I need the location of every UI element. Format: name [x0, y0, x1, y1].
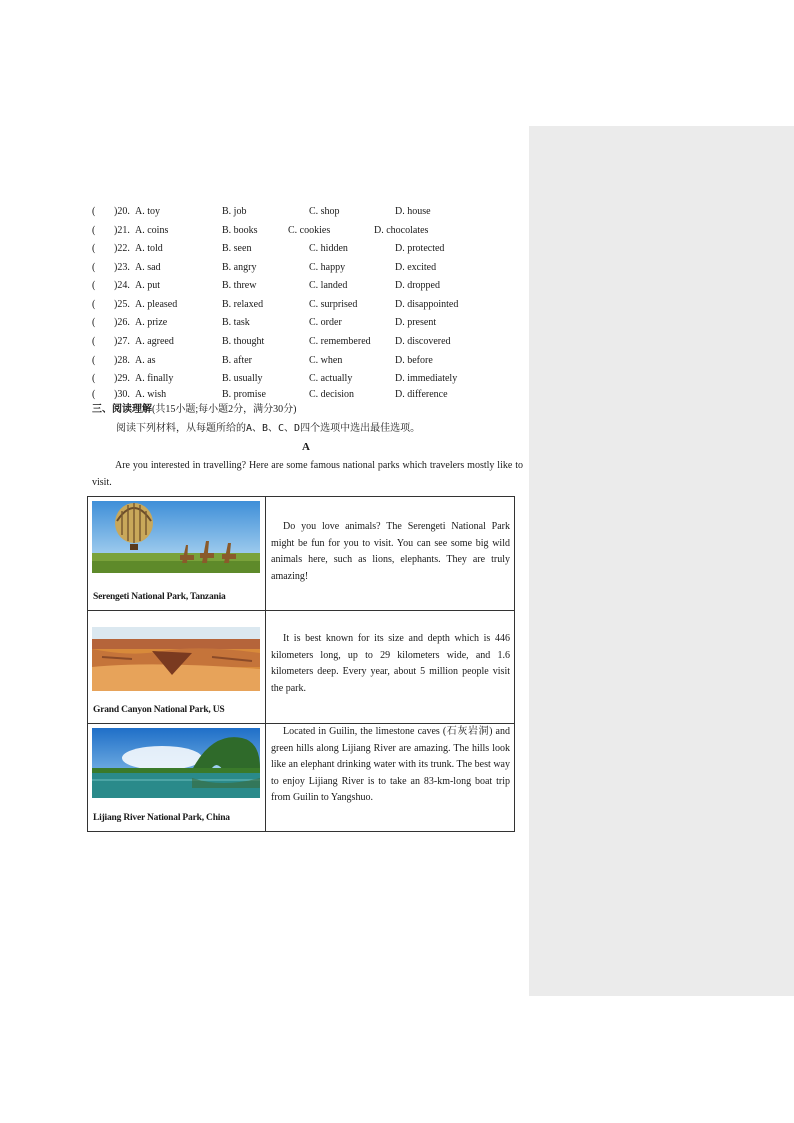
- option-b: B. relaxed: [222, 299, 264, 310]
- option-c: C. landed: [309, 280, 348, 291]
- park-description: It is best known for its size and depth which is 446 kilometers long, up to 29 kilometers wide, and 1.6 kilometers deep. Every year, about 5 million people visit the park.: [271, 633, 510, 694]
- option-a: A. as: [135, 355, 156, 366]
- option-a: A. told: [135, 243, 163, 254]
- question-number: )20.: [114, 206, 130, 217]
- serengeti-image: [92, 501, 260, 573]
- option-b: B. job: [222, 206, 247, 217]
- park-image-cell: [88, 611, 266, 723]
- passage-intro: Are you interested in travelling? Here are some famous national parks which travelers mostly like to visit.: [92, 460, 523, 488]
- option-a: A. finally: [135, 373, 174, 384]
- option-b: B. promise: [222, 389, 266, 400]
- option-c: C. happy: [309, 262, 346, 273]
- grand-canyon-image: [92, 627, 260, 691]
- option-a: A. wish: [135, 389, 167, 400]
- park-row-serengeti: [88, 497, 514, 610]
- answer-blank[interactable]: (: [92, 336, 96, 347]
- option-a: A. sad: [135, 262, 161, 273]
- question-number: )29.: [114, 373, 130, 384]
- question-number: )27.: [114, 336, 130, 347]
- question-number: )26.: [114, 317, 130, 328]
- option-d: D. dropped: [395, 280, 440, 291]
- option-b: B. angry: [222, 262, 257, 273]
- park-name: Serengeti National Park, Tanzania: [93, 592, 226, 602]
- park-name: Lijiang River National Park, China: [93, 813, 230, 823]
- section-title: [92, 402, 296, 418]
- answer-blank[interactable]: (: [92, 262, 96, 273]
- option-b: B. books: [222, 225, 258, 236]
- option-d: D. immediately: [395, 373, 458, 384]
- answer-blank[interactable]: (: [92, 355, 96, 366]
- answer-blank[interactable]: (: [92, 317, 96, 328]
- option-c: C. shop: [309, 206, 340, 217]
- option-c: C. hidden: [309, 243, 348, 254]
- park-image-cell: [88, 724, 266, 831]
- answer-blank[interactable]: (: [92, 389, 96, 400]
- comment-pane: [529, 126, 794, 996]
- park-name: Grand Canyon National Park, US: [93, 705, 225, 715]
- answer-blank[interactable]: (: [92, 373, 96, 384]
- answer-blank[interactable]: (: [92, 225, 96, 236]
- option-c: C. remembered: [309, 336, 371, 347]
- option-d: D. protected: [395, 243, 445, 254]
- option-d: D. disappointed: [395, 299, 459, 310]
- park-description: Do you love animals? The Serengeti National Park might be fun for you to visit. You can see some big wild animals here, such as lions, elephants. They are truly amazing!: [271, 521, 510, 582]
- option-b: B. thought: [222, 336, 265, 347]
- question-number: )25.: [114, 299, 130, 310]
- option-a: A. put: [135, 280, 160, 291]
- question-number: )22.: [114, 243, 130, 254]
- option-c: C. cookies: [288, 225, 331, 236]
- answer-blank[interactable]: (: [92, 243, 96, 254]
- answer-blank[interactable]: (: [92, 206, 96, 217]
- passage-label: A: [302, 441, 310, 453]
- park-row-grand-canyon: [88, 610, 514, 723]
- option-d: D. discovered: [395, 336, 451, 347]
- option-b: B. usually: [222, 373, 263, 384]
- option-b: B. after: [222, 355, 252, 366]
- option-b: B. seen: [222, 243, 252, 254]
- question-number: )21.: [114, 225, 130, 236]
- option-a: A. agreed: [135, 336, 174, 347]
- park-row-lijiang: [88, 723, 514, 831]
- question-number: )23.: [114, 262, 130, 273]
- park-image-cell: [88, 497, 266, 610]
- option-d: D. before: [395, 355, 433, 366]
- option-d: D. present: [395, 317, 437, 328]
- score-note: (共15小题;每小题2分，满分30分): [152, 404, 297, 415]
- option-a: A. coins: [135, 225, 169, 236]
- option-b: B. task: [222, 317, 250, 328]
- parks-table: [87, 496, 515, 832]
- option-d: D. difference: [395, 389, 448, 400]
- question-number: )24.: [114, 280, 130, 291]
- option-d: D. house: [395, 206, 431, 217]
- option-b: B. threw: [222, 280, 257, 291]
- option-c: C. order: [309, 317, 342, 328]
- option-d: D. chocolates: [374, 225, 429, 236]
- option-a: A. prize: [135, 317, 168, 328]
- instruction: 阅读下列材料，从每题所给的A、B、C、D四个选项中选出最佳选项。: [116, 423, 421, 434]
- question-number: )28.: [114, 355, 130, 366]
- option-c: C. decision: [309, 389, 354, 400]
- option-c: C. actually: [309, 373, 353, 384]
- option-c: C. surprised: [309, 299, 358, 310]
- option-a: A. pleased: [135, 299, 178, 310]
- option-d: D. excited: [395, 262, 437, 273]
- lijiang-image: [92, 728, 260, 798]
- answer-blank[interactable]: (: [92, 280, 96, 291]
- option-c: C. when: [309, 355, 343, 366]
- option-a: A. toy: [135, 206, 160, 217]
- answer-blank[interactable]: (: [92, 299, 96, 310]
- section-heading: 三、阅读理解: [92, 404, 152, 415]
- question-number: )30.: [114, 389, 130, 400]
- park-description: Located in Guilin, the limestone caves (石灰岩洞) and green hills along Lijiang River are amazing. The hills look like an elephant drinking water with its trunk. The best way to enjoy Lijiang River is to take an 83-km-long boat trip from Guilin to Yangshuo.: [271, 726, 510, 803]
